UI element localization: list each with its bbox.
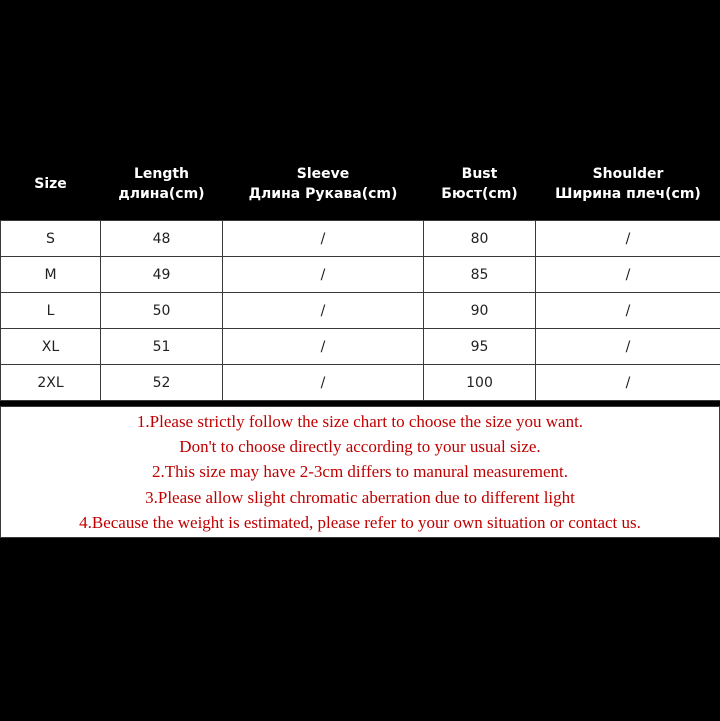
- cell-length: 48: [101, 221, 223, 257]
- size-notes: [0, 406, 720, 538]
- size-table: [0, 147, 720, 401]
- header-length-label: Length: [133, 165, 190, 182]
- table-row: [1, 293, 720, 329]
- cell-shoulder: /: [536, 329, 720, 365]
- cell-sleeve: /: [223, 329, 424, 365]
- header-length-sublabel: длина(cm): [118, 185, 205, 202]
- header-bust-label: Bust: [461, 165, 498, 182]
- table-row: [1, 329, 720, 365]
- header-size: [1, 147, 101, 221]
- cell-bust: 95: [424, 329, 536, 365]
- cell-bust: 80: [424, 221, 536, 257]
- cell-sleeve: /: [223, 365, 424, 401]
- table-body: [1, 221, 720, 401]
- note-line: 1.Please strictly follow the size chart to choose the size you want.: [136, 412, 584, 431]
- cell-shoulder: /: [536, 365, 720, 401]
- note-line: 2.This size may have 2-3cm differs to manural measurement.: [151, 462, 569, 482]
- cell-length: 49: [101, 257, 223, 293]
- header-bust-sublabel: Бюст(cm): [441, 185, 518, 202]
- cell-sleeve: /: [223, 257, 424, 293]
- header-bust: [424, 147, 536, 221]
- cell-shoulder: /: [536, 293, 720, 329]
- header-shoulder: [536, 147, 720, 221]
- cell-size: S: [1, 221, 101, 257]
- cell-bust: 85: [424, 257, 536, 293]
- note-line: 4.Because the weight is estimated, please refer to your own situation or contact us.: [79, 512, 641, 532]
- header-sleeve-sublabel: Длина Рукава(cm): [248, 185, 398, 202]
- cell-bust: 90: [424, 293, 536, 329]
- cell-size: L: [1, 293, 101, 329]
- header-size-label: Size: [34, 175, 67, 192]
- header-length: [101, 147, 223, 221]
- note-line: 3.Please allow slight chromatic aberration due to different light: [145, 487, 575, 507]
- table-row: [1, 221, 720, 257]
- cell-sleeve: /: [223, 293, 424, 329]
- cell-size: M: [1, 257, 101, 293]
- header-row: [1, 147, 720, 221]
- table-header: [1, 147, 720, 221]
- cell-length: 52: [101, 365, 223, 401]
- cell-length: 50: [101, 293, 223, 329]
- cell-size: 2XL: [1, 365, 101, 401]
- cell-sleeve: /: [223, 221, 424, 257]
- table-row: [1, 365, 720, 401]
- table-row: [1, 257, 720, 293]
- cell-bust: 100: [424, 365, 536, 401]
- cell-shoulder: /: [536, 257, 720, 293]
- note-line: Don't to choose directly according to your usual size.: [179, 437, 541, 457]
- header-sleeve: [223, 147, 424, 221]
- cell-shoulder: /: [536, 221, 720, 257]
- header-sleeve-label: Sleeve: [296, 165, 350, 182]
- header-shoulder-sublabel: Ширина плеч(cm): [555, 185, 701, 202]
- cell-size: XL: [1, 329, 101, 365]
- header-shoulder-label: Shoulder: [592, 165, 664, 182]
- cell-length: 51: [101, 329, 223, 365]
